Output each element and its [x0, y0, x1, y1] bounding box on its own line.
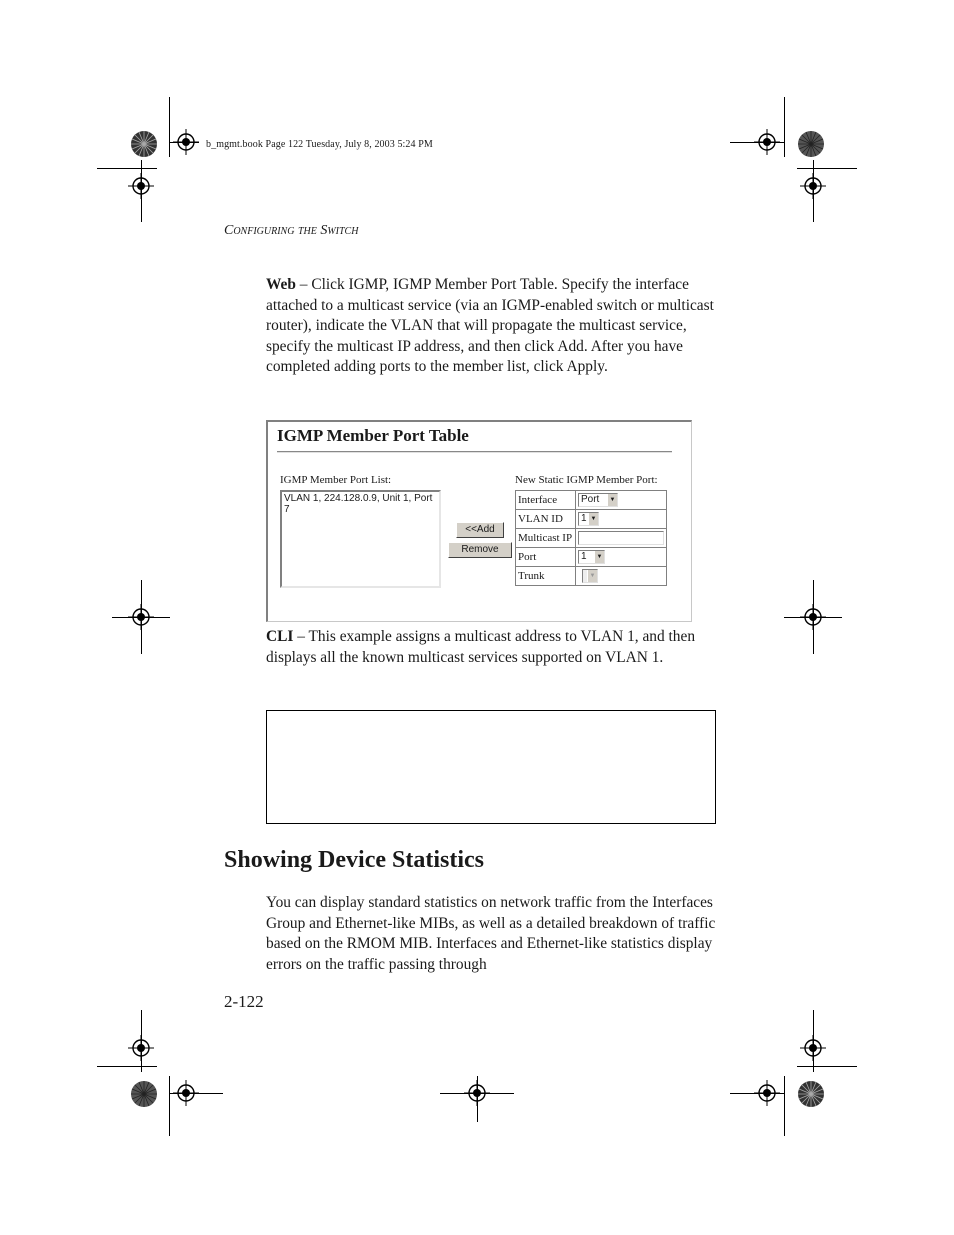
remove-button[interactable]: Remove: [448, 542, 512, 558]
dropdown-arrow-icon: ▼: [587, 570, 597, 582]
page-number: 2-122: [224, 992, 264, 1011]
cli-example-box: [266, 710, 716, 824]
multicast-ip-label: Multicast IP: [516, 529, 576, 548]
dial-mark-icon: [797, 130, 825, 158]
add-button[interactable]: <<Add: [456, 522, 504, 538]
member-port-list-label: IGMP Member Port List:: [280, 474, 392, 486]
cli-text: – This example assigns a multicast address to VLAN 1, and then displays all the known multicast services supported on VLAN 1.: [266, 628, 696, 666]
section-heading: Showing Device Statistics: [224, 847, 484, 873]
cli-lead: CLI: [266, 628, 294, 645]
registration-mark-icon: [173, 129, 199, 155]
title-divider: [277, 451, 672, 453]
dropdown-arrow-icon: ▼: [607, 494, 617, 506]
registration-mark-icon: [754, 1080, 780, 1106]
registration-mark-icon: [173, 1080, 199, 1106]
cli-instructions: [266, 627, 718, 668]
dropdown-arrow-icon: ▼: [588, 513, 598, 525]
new-member-port-label: New Static IGMP Member Port:: [515, 474, 658, 486]
registration-mark-icon: [800, 604, 826, 630]
web-text: – Click IGMP, IGMP Member Port Table. Specify the interface attached to a multicast service (via an IGMP-enabled switch or multicast router), indicate the VLAN that will propagate the multicast service, specify the multicast IP address, and then click Add. After you have completed adding ports to the member list, click Apply.: [266, 276, 714, 375]
dial-mark-icon: [797, 1080, 825, 1108]
trunk-select[interactable]: [582, 569, 598, 583]
vlan-id-label: VLAN ID: [516, 510, 576, 529]
trunk-label: Trunk: [516, 567, 576, 586]
multicast-ip-input[interactable]: [578, 531, 664, 545]
statistics-paragraph: You can display standard statistics on network traffic from the Interfaces Group and Ethernet-like MIBs, as well as a detailed breakdown of traffic based on the RMOM MIB. Interfaces and Ethernet-like statistics display errors on the traffic passing through: [266, 894, 716, 973]
screenshot-title: IGMP Member Port Table: [277, 426, 469, 445]
port-value: 1: [581, 551, 587, 562]
port-select[interactable]: [578, 550, 605, 564]
registration-mark-icon: [754, 129, 780, 155]
list-item[interactable]: VLAN 1, 224.128.0.9, Unit 1, Port 7: [284, 493, 433, 515]
vlan-id-value: 1: [581, 513, 587, 524]
dial-mark-icon: [130, 130, 158, 158]
registration-mark-icon: [800, 173, 826, 199]
registration-mark-icon: [464, 1080, 490, 1106]
print-slug: b_mgmt.book Page 122 Tuesday, July 8, 2003 5:24 PM: [206, 139, 433, 150]
interface-value: Port: [581, 494, 600, 505]
registration-mark-icon: [128, 604, 154, 630]
vlan-id-select[interactable]: [578, 512, 599, 526]
new-member-port-form: [515, 490, 667, 586]
registration-mark-icon: [128, 173, 154, 199]
interface-select[interactable]: [578, 493, 618, 507]
interface-label: Interface: [516, 491, 576, 510]
registration-mark-icon: [800, 1035, 826, 1061]
registration-mark-icon: [128, 1035, 154, 1061]
port-label: Port: [516, 548, 576, 567]
web-lead: Web: [266, 276, 296, 293]
igmp-member-port-table-screenshot: [266, 420, 692, 622]
dial-mark-icon: [130, 1080, 158, 1108]
member-port-list[interactable]: [280, 490, 441, 588]
dropdown-arrow-icon: ▼: [594, 551, 604, 563]
web-instructions: [266, 275, 718, 378]
running-head: Configuring the Switch: [224, 223, 359, 238]
